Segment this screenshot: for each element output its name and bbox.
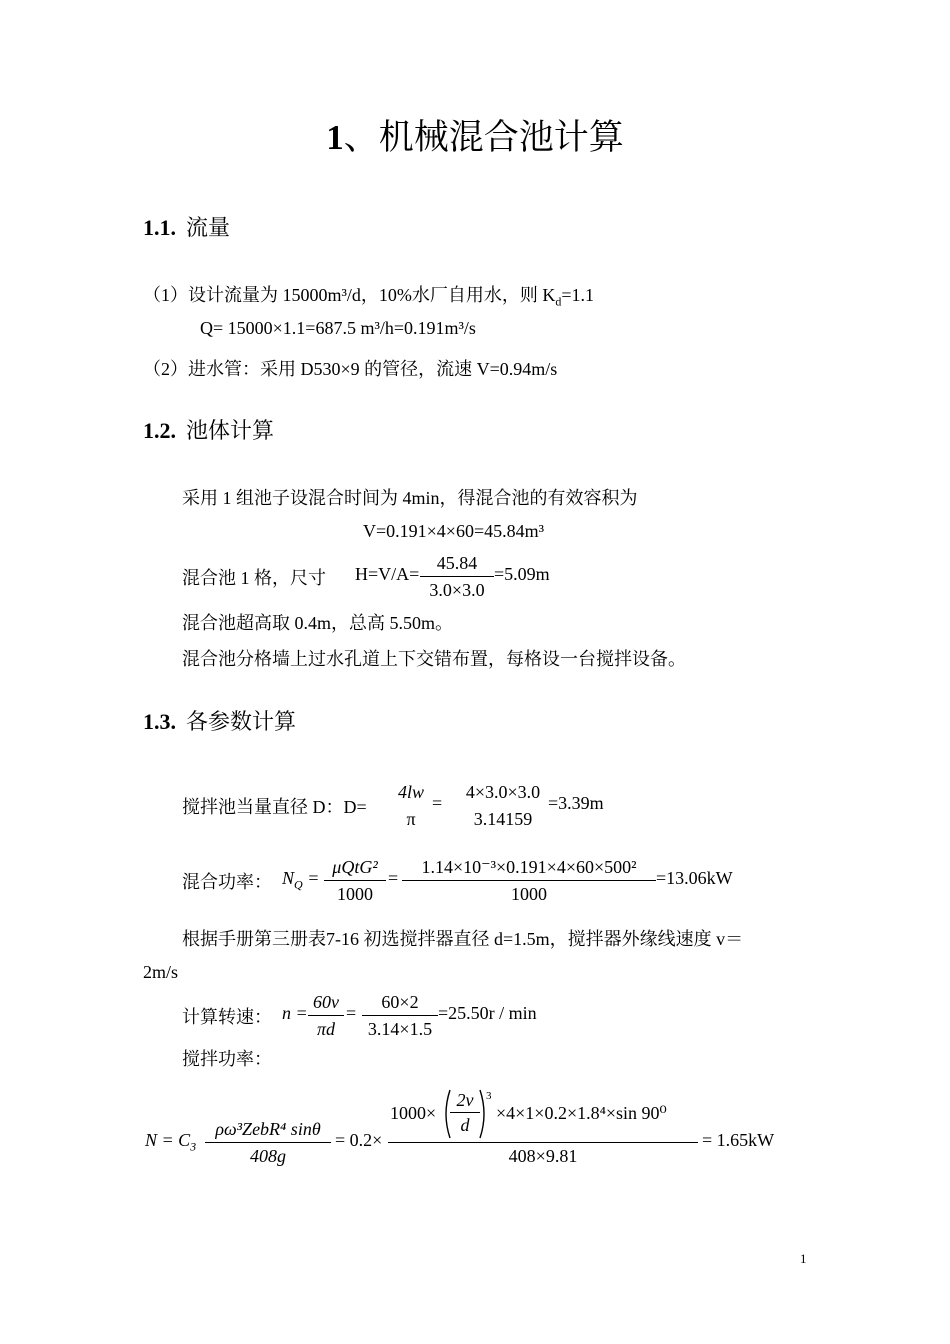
pool-intro: 采用 1 组池子设混合时间为 4min，得混合池的有效容积为 — [182, 488, 638, 508]
manual-note-line-1: 根据手册第三册表7-16 初选搅拌器直径 d=1.5m，搅拌器外缘线速度 v＝ — [182, 929, 744, 949]
pool-height-lhs: H=V/A= — [355, 564, 420, 584]
stir-power-fraction-1: ρω³ZebR⁴ sinθ 408g — [205, 1116, 331, 1169]
section-heading-pool: 1.2. 池体计算 — [143, 418, 275, 443]
diameter-fraction-1: 4lw π — [397, 782, 424, 829]
pool-wall: 混合池分格墙上过水孔道上下交错布置，每格设一台搅拌设备。 — [182, 649, 686, 669]
rotation-result: =25.50r / min — [438, 1003, 537, 1023]
stir-power-exponent: 3 — [486, 1090, 492, 1102]
stir-power-fraction-bar — [388, 1142, 698, 1143]
stir-power-inner-fraction: 2v d — [450, 1088, 480, 1137]
section-heading-params: 1.3. 各参数计算 — [143, 709, 297, 734]
mix-power-fraction-2: 1.14×10⁻³×0.191×4×60×500² 1000 — [402, 854, 656, 907]
flow-line-1: （1）设计流量为 15000m³/d，10%水厂自用水，则 $K_d=1.1$ — [143, 285, 595, 309]
page-title: 1、机械混合池计算 — [326, 118, 624, 157]
rotation-eq: = — [346, 1003, 357, 1023]
rotation-fraction-2: 60×2 3.14×1.5 — [362, 989, 438, 1042]
flow-line-2: Q= 15000×1.1=687.5 m³/h=0.191m³/s — [200, 318, 476, 338]
section-heading-flow: 1.1. 流量 — [143, 215, 231, 240]
flow-line-3: （2）进水管：采用 D530×9 的管径，流速 V=0.94m/s — [143, 359, 558, 379]
stir-power-den: 408×9.81 — [508, 1146, 578, 1166]
pool-height-fraction: 45.84 3.0×3.0 — [420, 550, 494, 603]
pool-height-label: 混合池 1 格，尺寸 — [182, 568, 326, 588]
pool-superheight: 混合池超高取 0.4m，总高 5.50m。 — [182, 613, 454, 633]
mix-power-result: =13.06kW — [656, 868, 733, 888]
diameter-label: 搅拌池当量直径 D：D= — [182, 797, 367, 817]
pool-volume: V=0.191×4×60=45.84m³ — [363, 521, 545, 541]
mix-power-fraction-1: μQtG² 1000 — [324, 854, 386, 907]
page-number: 1 — [800, 1251, 807, 1266]
rotation-label: 计算转速： — [182, 1007, 272, 1027]
stir-power-num-b: ×4×1×0.2×1.8⁴×sin 90⁰ — [496, 1103, 667, 1123]
mix-power-lhs: $N_Q$ = — [282, 868, 320, 892]
stir-power-num-a: 1000× — [390, 1103, 437, 1123]
stir-power-lhs: $N = C_3$ — [145, 1130, 197, 1154]
mix-power-label: 混合功率： — [182, 872, 272, 892]
rotation-fraction-1: 60v πd — [308, 989, 344, 1042]
diameter-result: =3.39m — [548, 793, 604, 813]
stir-power-label: 搅拌功率： — [182, 1049, 272, 1069]
diameter-fraction-2: 4×3.0×3.0 3.14159 — [465, 782, 541, 829]
manual-note-line-2: 2m/s — [143, 962, 179, 982]
diameter-eq: = — [432, 793, 443, 813]
mix-power-eq: = — [388, 868, 399, 888]
stir-power-result: = 1.65kW — [702, 1130, 775, 1150]
pool-height-result: =5.09m — [494, 564, 550, 584]
stir-power-mid: = 0.2× — [335, 1130, 383, 1150]
rotation-lhs: n = — [282, 1003, 308, 1023]
